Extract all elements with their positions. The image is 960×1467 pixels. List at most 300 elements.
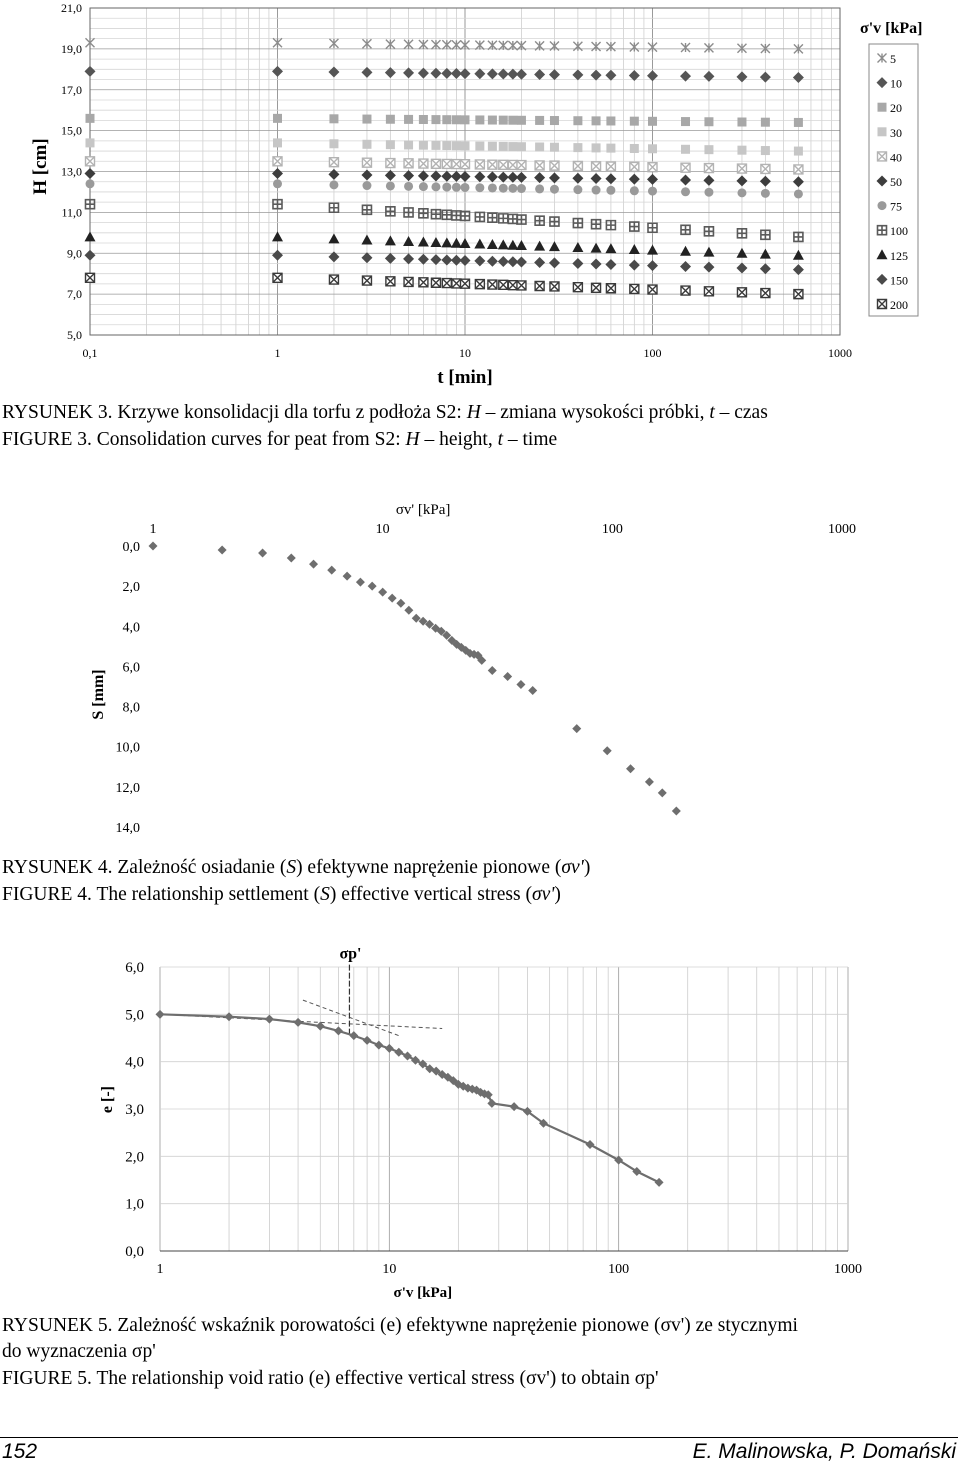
series-75-point xyxy=(273,179,282,188)
series-125-point xyxy=(474,239,485,249)
series-30-point xyxy=(273,138,282,147)
figure-5-caption-en: FIGURE 5. The relationship void ratio (e) effective vertical stress (σv') to obtain σp' xyxy=(2,1368,659,1389)
series-20-point xyxy=(442,115,451,124)
series-125-point xyxy=(385,235,396,245)
legend-label: 125 xyxy=(890,248,908,263)
series-5-point xyxy=(648,43,657,52)
series-30-point xyxy=(535,143,544,152)
series-50-point xyxy=(441,171,452,182)
series-100-point xyxy=(737,229,746,238)
series-5-point xyxy=(517,41,526,50)
series-75-point xyxy=(704,188,713,197)
series-5-point xyxy=(681,43,690,52)
series-100-point xyxy=(273,200,282,209)
series-100-point xyxy=(535,216,544,225)
series-10-point xyxy=(516,69,527,80)
series-40-point xyxy=(704,164,713,173)
y-tick-label: 21,0 xyxy=(61,1,82,15)
x-tick-label: 1000 xyxy=(828,346,852,360)
series-100-point xyxy=(404,208,413,217)
legend-marker-100 xyxy=(878,226,887,235)
y-tick-label: 14,0 xyxy=(115,821,140,836)
figure-3-caption-pl: RYSUNEK 3. Krzywe konsolidacji dla torfu z podłoża S2: H – zmiana wysokości próbki, t – czas xyxy=(2,402,768,423)
series-20-point xyxy=(648,117,657,126)
series-10-point xyxy=(498,69,509,80)
series-30-point xyxy=(431,141,440,150)
series-200-point xyxy=(737,288,746,297)
series-50-point xyxy=(460,171,471,182)
series-30-point xyxy=(606,144,615,153)
series-100-point xyxy=(419,209,428,218)
series-150-point xyxy=(403,253,414,264)
series-200-point xyxy=(550,282,559,291)
series-20-point xyxy=(499,116,508,125)
series-75-point xyxy=(630,186,639,195)
series-10-point xyxy=(736,71,747,82)
legend-label: 10 xyxy=(890,76,902,91)
series-200-point xyxy=(794,290,803,299)
series-150-point xyxy=(629,260,640,271)
series-40-point xyxy=(592,162,601,171)
series-75-point xyxy=(794,189,803,198)
y-tick-label: 5,0 xyxy=(125,1007,144,1024)
figure-3-caption-en: FIGURE 3. Consolidation curves for peat from S2: H – height, t – time xyxy=(2,429,558,450)
figure-5-caption-pl-1: RYSUNEK 5. Zależność wskaźnik porowatości (e) efektywne naprężenie pionowe (σv') ze stycznymi xyxy=(2,1315,798,1336)
y-tick-label: 17,0 xyxy=(61,82,82,97)
sigma-p-label: σp' xyxy=(339,945,362,963)
series-5-point xyxy=(419,40,428,49)
series-5-point xyxy=(630,42,639,51)
legend-marker-10 xyxy=(877,77,888,88)
series-20-point xyxy=(606,116,615,125)
series-30-point xyxy=(517,142,526,151)
x-tick-label: 100 xyxy=(643,346,662,360)
series-20-point xyxy=(573,116,582,125)
chart-axes xyxy=(90,502,856,836)
series-5-point xyxy=(442,40,451,49)
data-point xyxy=(672,806,681,815)
series-75-point xyxy=(475,183,484,192)
series-100-point xyxy=(362,205,371,214)
page-footer xyxy=(0,1437,958,1463)
series-125-point xyxy=(328,233,339,243)
series-100-point xyxy=(386,207,395,216)
series-5-point xyxy=(550,42,559,51)
series-10-point xyxy=(328,67,339,78)
series-100-point xyxy=(442,210,451,219)
series-125-point xyxy=(403,236,414,246)
series-30-point xyxy=(648,144,657,153)
series-20-point xyxy=(737,118,746,127)
series-10-point xyxy=(385,67,396,78)
series-20-point xyxy=(386,115,395,124)
series-75-point xyxy=(535,184,544,193)
series-100-point xyxy=(508,214,517,223)
series-125-point xyxy=(516,240,527,250)
y-tick-label: 12,0 xyxy=(115,780,140,796)
series-40-point xyxy=(86,157,95,166)
y-tick-label: 4,0 xyxy=(122,620,140,636)
chart-legend xyxy=(860,20,922,316)
series-40-point xyxy=(329,158,338,167)
chart-axes xyxy=(99,960,862,1301)
series-30-point xyxy=(419,141,428,150)
legend-label: 40 xyxy=(890,150,902,165)
series-10-point xyxy=(549,69,560,80)
data-point xyxy=(327,566,336,575)
series-5-point xyxy=(535,41,544,50)
series-75-point xyxy=(573,185,582,194)
data-point xyxy=(658,788,667,797)
series-50-point xyxy=(272,168,283,179)
data-point xyxy=(294,1018,303,1027)
data-point xyxy=(394,1048,403,1057)
series-150-point xyxy=(572,258,583,269)
series-200-point xyxy=(362,276,371,285)
series-40-point xyxy=(386,159,395,168)
series-125-point xyxy=(680,246,691,256)
y-tick-label: 7,0 xyxy=(67,287,82,302)
series-100-point xyxy=(573,219,582,228)
series-200-point xyxy=(488,280,497,289)
series-40-point xyxy=(499,160,508,169)
series-200-point xyxy=(475,280,484,289)
series-50-point xyxy=(328,169,339,180)
series-10-point xyxy=(474,68,485,79)
settlement-chart xyxy=(0,490,960,850)
data-point xyxy=(411,1056,420,1065)
data-point xyxy=(586,1140,595,1149)
x-axis-label: σ'v [kPa] xyxy=(393,1285,453,1301)
series-125-point xyxy=(507,240,518,250)
series-150-point xyxy=(680,261,691,272)
void-ratio-chart xyxy=(0,930,960,1310)
series-20-point xyxy=(452,115,461,124)
series-5-point xyxy=(452,40,461,49)
series-200-point xyxy=(508,281,517,290)
series-125-point xyxy=(793,250,804,260)
series-150-point xyxy=(736,263,747,274)
y-tick-label: 19,0 xyxy=(61,41,82,56)
legend-marker-200 xyxy=(878,300,887,309)
series-30-point xyxy=(573,143,582,152)
data-point xyxy=(603,746,612,755)
series-125-point xyxy=(418,237,429,247)
y-axis-label: H [cm] xyxy=(30,138,51,195)
series-5-point xyxy=(461,40,470,49)
series-75-point xyxy=(329,180,338,189)
data-line xyxy=(160,1014,659,1182)
x-axis-label: σv' [kPa] xyxy=(395,502,451,518)
series-75-point xyxy=(488,183,497,192)
series-5-point xyxy=(488,41,497,50)
series-20-point xyxy=(794,118,803,127)
series-75-point xyxy=(517,184,526,193)
series-40-point xyxy=(431,159,440,168)
data-point xyxy=(218,546,227,555)
series-40-point xyxy=(761,164,770,173)
data-point xyxy=(396,599,405,608)
series-100-point xyxy=(488,213,497,222)
data-point xyxy=(626,764,635,773)
series-75-point xyxy=(362,181,371,190)
series-50-point xyxy=(629,174,640,185)
y-tick-label: 6,0 xyxy=(122,660,140,676)
series-5-point xyxy=(704,43,713,52)
y-tick-label: 8,0 xyxy=(122,700,140,716)
series-150-point xyxy=(605,259,616,270)
series-20-point xyxy=(362,115,371,124)
x-tick-label: 10 xyxy=(459,346,471,360)
series-20-point xyxy=(704,117,713,126)
series-30-point xyxy=(362,140,371,149)
page-number: 152 xyxy=(2,1440,38,1463)
series-200-point xyxy=(419,278,428,287)
legend-marker-150 xyxy=(877,274,888,285)
series-20-point xyxy=(488,116,497,125)
series-20-point xyxy=(404,115,413,124)
figure-4-caption-en: FIGURE 4. The relationship settlement (S) effective vertical stress (σv') xyxy=(2,884,561,905)
x-tick-label: 10 xyxy=(382,1262,397,1277)
series-100-point xyxy=(794,232,803,241)
series-75-point xyxy=(431,182,440,191)
authors: E. Malinowska, P. Domański xyxy=(692,1440,956,1463)
series-200-point xyxy=(442,279,451,288)
series-125-point xyxy=(591,243,602,253)
series-40-point xyxy=(573,161,582,170)
y-tick-label: 2,0 xyxy=(125,1149,144,1166)
series-125-point xyxy=(629,244,640,254)
series-30-point xyxy=(442,141,451,150)
series-150-point xyxy=(760,263,771,274)
series-75-point xyxy=(592,186,601,195)
figure-4-caption-pl: RYSUNEK 4. Zależność osiadanie (S) efektywne naprężenie pionowe (σv') xyxy=(2,857,591,878)
series-20-point xyxy=(273,114,282,123)
series-40-point xyxy=(648,163,657,172)
series-40-point xyxy=(630,162,639,171)
series-50-point xyxy=(605,173,616,184)
series-150-point xyxy=(487,256,498,267)
series-30-point xyxy=(461,141,470,150)
series-10-point xyxy=(680,71,691,82)
x-tick-label: 1000 xyxy=(828,522,856,537)
data-point xyxy=(363,1036,372,1045)
data-point xyxy=(368,582,377,591)
series-150-point xyxy=(534,257,545,268)
figure-5-caption-pl-2: do wyznaczenia σp' xyxy=(2,1341,156,1362)
series-150-point xyxy=(474,255,485,266)
series-100-point xyxy=(475,212,484,221)
series-10-point xyxy=(591,70,602,81)
y-tick-label: 0,0 xyxy=(125,1244,144,1260)
data-point xyxy=(356,578,365,587)
series-150-point xyxy=(361,252,372,263)
series-75-point xyxy=(681,187,690,196)
series-50-point xyxy=(647,174,658,185)
series-75-point xyxy=(442,183,451,192)
series-200-point xyxy=(630,284,639,293)
data-point xyxy=(349,1031,358,1040)
series-200-point xyxy=(452,279,461,288)
series-150-point xyxy=(460,255,471,266)
series-40-point xyxy=(508,160,517,169)
series-150-point xyxy=(516,256,527,267)
series-75-point xyxy=(499,184,508,193)
series-20-point xyxy=(475,115,484,124)
series-100-point xyxy=(86,200,95,209)
x-tick-label: 1 xyxy=(149,522,157,537)
legend-marker-20 xyxy=(878,103,887,112)
series-20-point xyxy=(535,116,544,125)
legend-label: 75 xyxy=(890,199,902,214)
series-100-point xyxy=(461,211,470,220)
series-30-point xyxy=(452,141,461,150)
data-point xyxy=(388,594,397,603)
series-125-point xyxy=(605,243,616,253)
series-5-point xyxy=(592,42,601,51)
data-point xyxy=(503,672,512,681)
series-200-point xyxy=(273,273,282,282)
series-75-point xyxy=(419,182,428,191)
series-200-point xyxy=(648,285,657,294)
series-100-point xyxy=(329,203,338,212)
legend-title: σ'v [kPa] xyxy=(860,20,923,37)
series-100-point xyxy=(704,227,713,236)
series-75-point xyxy=(86,179,95,188)
series-5-point xyxy=(362,39,371,48)
series-30-point xyxy=(592,143,601,152)
series-75-point xyxy=(386,181,395,190)
series-50-point xyxy=(418,170,429,181)
data-point xyxy=(385,1044,394,1053)
series-200-point xyxy=(386,277,395,286)
series-20-point xyxy=(761,118,770,127)
series-40-point xyxy=(475,160,484,169)
series-200-point xyxy=(606,284,615,293)
series-5-point xyxy=(329,39,338,48)
data-point xyxy=(149,542,158,551)
series-200-point xyxy=(431,278,440,287)
consolidation-chart xyxy=(0,0,960,400)
series-20-point xyxy=(419,115,428,124)
series-30-point xyxy=(499,142,508,151)
series-30-point xyxy=(704,145,713,154)
series-40-point xyxy=(442,159,451,168)
series-125-point xyxy=(498,239,509,249)
series-5-point xyxy=(86,38,95,47)
data-point xyxy=(374,1041,383,1050)
series-30-point xyxy=(386,140,395,149)
data-point xyxy=(488,666,497,675)
series-40-point xyxy=(737,164,746,173)
series-200-point xyxy=(499,280,508,289)
series-30-point xyxy=(794,147,803,156)
y-tick-label: 13,0 xyxy=(61,164,82,179)
series-10-point xyxy=(703,71,714,82)
y-tick-label: 15,0 xyxy=(61,123,82,138)
series-20-point xyxy=(329,114,338,123)
series-200-point xyxy=(517,281,526,290)
series-50-point xyxy=(516,172,527,183)
series-50-point xyxy=(703,175,714,186)
series-100-point xyxy=(648,223,657,232)
series-30-point xyxy=(681,145,690,154)
series-50-point xyxy=(760,176,771,187)
x-tick-label: 1 xyxy=(156,1262,164,1277)
series-100-point xyxy=(550,217,559,226)
series-50-point xyxy=(487,171,498,182)
series-10-point xyxy=(760,72,771,83)
series-200-point xyxy=(573,283,582,292)
series-5-point xyxy=(475,41,484,50)
series-75-point xyxy=(761,189,770,198)
legend-label: 100 xyxy=(890,224,908,239)
chart-grid xyxy=(160,967,848,1251)
series-125-point xyxy=(361,235,372,245)
series-100-point xyxy=(630,222,639,231)
series-10-point xyxy=(460,68,471,79)
series-100-point xyxy=(592,220,601,229)
series-200-point xyxy=(704,287,713,296)
series-75-point xyxy=(737,188,746,197)
series-200-point xyxy=(86,273,95,282)
series-40-point xyxy=(606,162,615,171)
data-point xyxy=(655,1178,664,1187)
series-50-point xyxy=(736,175,747,186)
data-point xyxy=(309,560,318,569)
series-30-point xyxy=(475,142,484,151)
series-75-point xyxy=(648,187,657,196)
series-5-point xyxy=(404,40,413,49)
legend-label: 150 xyxy=(890,273,908,288)
series-50-point xyxy=(85,168,96,179)
y-tick-label: 0,0 xyxy=(122,540,140,555)
series-40-point xyxy=(273,157,282,166)
data-point xyxy=(403,1051,412,1060)
series-20-point xyxy=(517,116,526,125)
y-tick-label: 2,0 xyxy=(122,580,140,596)
series-125-point xyxy=(487,239,498,249)
series-50-point xyxy=(680,174,691,185)
legend-marker-125 xyxy=(877,249,888,259)
series-5-point xyxy=(737,44,746,53)
series-40-point xyxy=(681,163,690,172)
series-75-point xyxy=(508,184,517,193)
series-100-point xyxy=(431,210,440,219)
data-point xyxy=(343,572,352,581)
series-30-point xyxy=(86,138,95,147)
series-10-point xyxy=(793,72,804,83)
series-75-point xyxy=(606,186,615,195)
y-tick-label: 11,0 xyxy=(61,205,82,220)
series-75-point xyxy=(404,182,413,191)
series-75-point xyxy=(550,185,559,194)
legend-marker-40 xyxy=(878,152,887,161)
series-100-point xyxy=(761,230,770,239)
y-tick-label: 5,0 xyxy=(67,328,82,342)
series-10-point xyxy=(272,66,283,77)
series-200-point xyxy=(404,277,413,286)
series-40-point xyxy=(488,160,497,169)
series-150-point xyxy=(272,250,283,261)
series-150-point xyxy=(385,253,396,264)
data-point xyxy=(225,1012,234,1021)
series-5-point xyxy=(499,41,508,50)
y-tick-label: 3,0 xyxy=(125,1102,144,1118)
legend-label: 30 xyxy=(890,125,902,140)
chart-series xyxy=(149,542,681,816)
series-20-point xyxy=(461,115,470,124)
